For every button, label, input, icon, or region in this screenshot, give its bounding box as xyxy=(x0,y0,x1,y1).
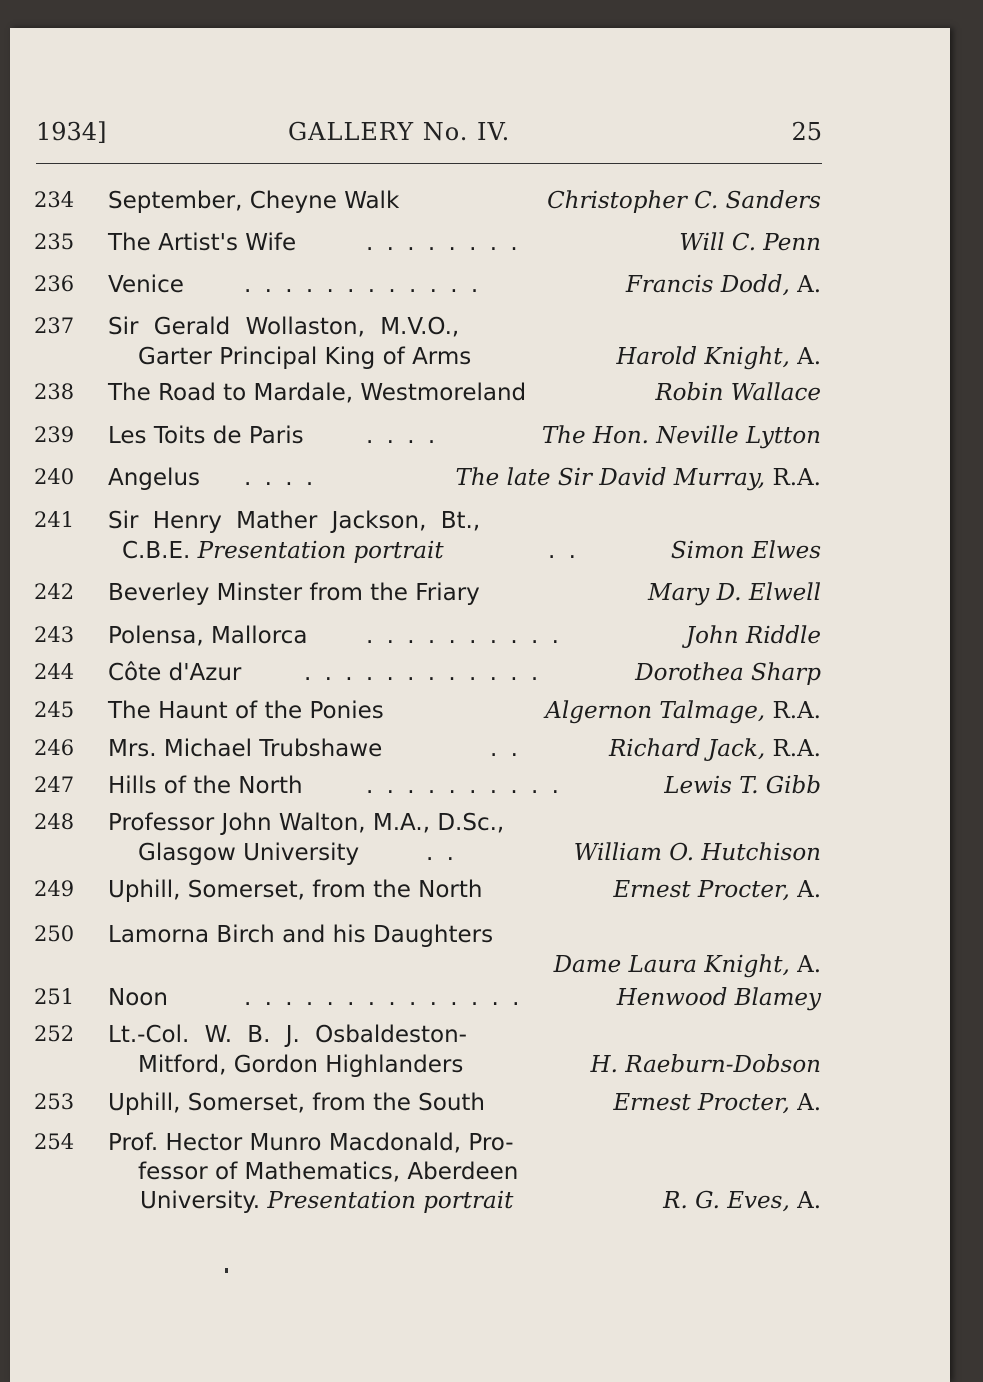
leader-dots: . . . . . . . . . . . . xyxy=(304,660,542,686)
entry-number: 245 xyxy=(34,698,75,722)
entry-title: September, Cheyne Walk xyxy=(108,188,400,214)
entry-artist: John Riddle xyxy=(685,623,821,649)
entry-title: Sir Henry Mather Jackson, Bt., xyxy=(108,508,481,534)
entry-number: 239 xyxy=(34,423,75,447)
entry-title-continued: Mitford, Gordon Highlanders xyxy=(138,1052,464,1078)
entry-artist: The Hon. Neville Lytton xyxy=(541,423,821,449)
entry-number: 241 xyxy=(34,508,75,532)
leader-dots: . . . . xyxy=(244,465,317,491)
entry-title: Uphill, Somerset, from the North xyxy=(108,877,483,903)
entry-number: 252 xyxy=(34,1022,75,1046)
entry-artist: Robin Wallace xyxy=(655,380,821,406)
entry-artist: The late Sir David Murray, R.A. xyxy=(455,465,821,491)
leader-dots: . . xyxy=(490,736,521,762)
entry-artist: H. Raeburn-Dobson xyxy=(590,1052,821,1078)
entry-artist: Mary D. Elwell xyxy=(648,580,821,606)
leader-dots: . . . . . . . . . . . . xyxy=(244,272,482,298)
header-year: 1934] xyxy=(36,118,107,146)
entry-number: 234 xyxy=(34,188,75,212)
leader-dots: . . . . . . . . . . . . . . xyxy=(244,985,523,1011)
presentation-note: Presentation portrait xyxy=(267,1188,514,1214)
entry-title: Polensa, Mallorca xyxy=(108,623,308,649)
entry-title: Les Toits de Paris xyxy=(108,423,304,449)
entry-title: Lt.-Col. W. B. J. Osbaldeston- xyxy=(108,1022,467,1048)
entry-title: Mrs. Michael Trubshawe xyxy=(108,736,383,762)
entry-artist: Richard Jack, R.A. xyxy=(608,736,821,762)
entry-artist: Henwood Blamey xyxy=(616,985,821,1011)
entry-number: 254 xyxy=(34,1130,75,1154)
entry-title: Côte d'Azur xyxy=(108,660,242,686)
entry-title-continued: C.B.E. Presentation portrait xyxy=(122,538,444,564)
entry-title: Professor John Walton, M.A., D.Sc., xyxy=(108,810,505,836)
entry-number: 237 xyxy=(34,314,75,338)
entry-artist: Algernon Talmage, R.A. xyxy=(545,698,821,724)
entry-title-continued: Garter Principal King of Arms xyxy=(138,344,472,370)
entry-number: 236 xyxy=(34,272,75,296)
entry-number: 251 xyxy=(34,985,75,1009)
entry-number: 244 xyxy=(34,660,75,684)
entry-title: Prof. Hector Munro Macdonald, Pro- xyxy=(108,1130,514,1156)
presentation-note: Presentation portrait xyxy=(197,538,444,564)
leader-dots: . . . . . . . . . . xyxy=(366,773,562,799)
entry-number: 242 xyxy=(34,580,75,604)
entry-artist: William O. Hutchison xyxy=(573,840,821,866)
entry-title: Beverley Minster from the Friary xyxy=(108,580,480,606)
entry-artist: Dame Laura Knight, A. xyxy=(553,952,821,978)
entry-title: Venice xyxy=(108,272,184,298)
entry-number: 248 xyxy=(34,810,75,834)
header-gallery-title: GALLERY No. IV. xyxy=(288,118,511,146)
entry-title: Sir Gerald Wollaston, M.V.O., xyxy=(108,314,460,340)
entry-artist: Ernest Procter, A. xyxy=(613,877,821,903)
entry-number: 250 xyxy=(34,922,75,946)
entry-artist: Dorothea Sharp xyxy=(635,660,821,686)
entry-artist: Harold Knight, A. xyxy=(616,344,821,370)
entry-artist: Ernest Procter, A. xyxy=(613,1090,821,1116)
entry-title: The Haunt of the Ponies xyxy=(108,698,384,724)
entry-number: 238 xyxy=(34,380,75,404)
entry-number: 235 xyxy=(34,230,75,254)
entry-artist: Simon Elwes xyxy=(670,538,821,564)
leader-dots: . . . . . . . . xyxy=(366,230,521,256)
page-header xyxy=(36,118,822,152)
entry-number: 253 xyxy=(34,1090,75,1114)
entry-artist: Christopher C. Sanders xyxy=(547,188,821,214)
entry-artist: Lewis T. Gibb xyxy=(664,773,821,799)
ink-speck xyxy=(225,1268,228,1273)
entry-number: 247 xyxy=(34,773,75,797)
entry-number: 240 xyxy=(34,465,75,489)
entry-title-continued: Glasgow University xyxy=(138,840,360,866)
entry-artist: Francis Dodd, A. xyxy=(625,272,821,298)
leader-dots: . . . . . . . . . . xyxy=(366,623,562,649)
leader-dots: . . . . xyxy=(366,423,439,449)
entry-artist: R. G. Eves, A. xyxy=(663,1188,821,1214)
leader-dots: . . xyxy=(548,538,579,564)
entry-title: Uphill, Somerset, from the South xyxy=(108,1090,485,1116)
entry-artist: Will C. Penn xyxy=(679,230,821,256)
entry-number: 249 xyxy=(34,877,75,901)
entry-title: The Road to Mardale, Westmoreland xyxy=(108,380,527,406)
entry-title: Lamorna Birch and his Daughters xyxy=(108,922,494,948)
entry-number: 243 xyxy=(34,623,75,647)
entry-title: Angelus xyxy=(108,465,201,491)
entry-title-continued: University. Presentation portrait xyxy=(140,1188,514,1214)
entry-title: The Artist's Wife xyxy=(108,230,297,256)
entry-number: 246 xyxy=(34,736,75,760)
header-page-number: 25 xyxy=(791,118,822,146)
entry-title: Noon xyxy=(108,985,168,1011)
entry-title-continued: fessor of Mathematics, Aberdeen xyxy=(138,1159,519,1185)
entry-title: Hills of the North xyxy=(108,773,303,799)
leader-dots: . . xyxy=(426,840,457,866)
header-rule xyxy=(36,163,822,164)
